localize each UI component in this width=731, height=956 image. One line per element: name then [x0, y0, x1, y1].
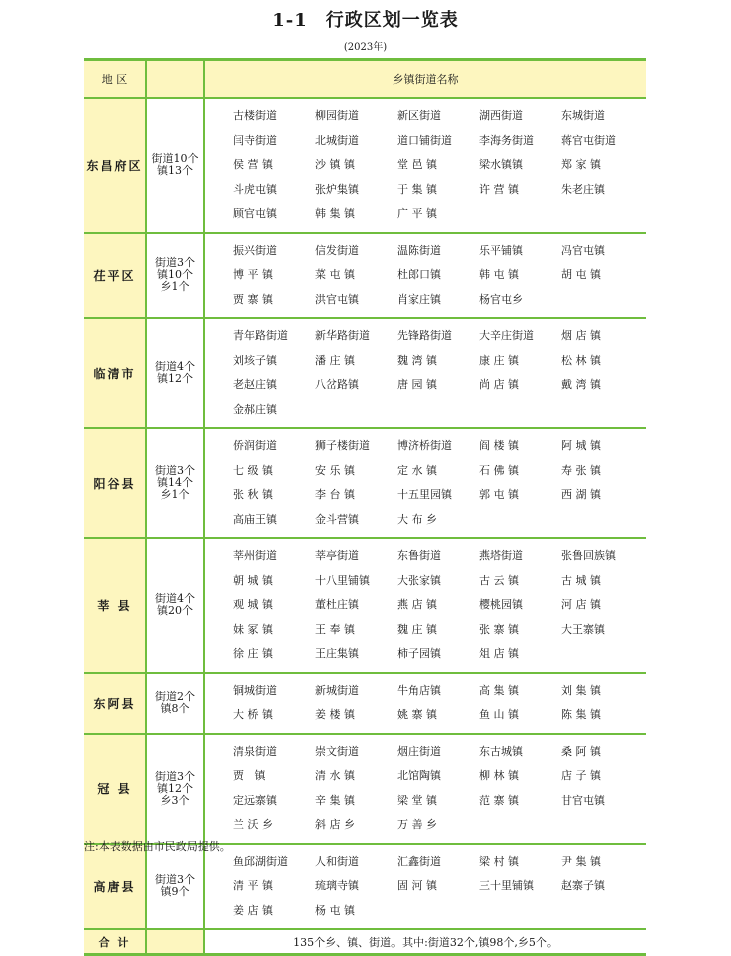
- region-name: 高唐县: [84, 844, 146, 930]
- unit-name: 菜 屯 镇: [315, 268, 355, 281]
- unit-grid: [205, 735, 646, 843]
- unit-name: 清泉街道: [233, 744, 277, 758]
- header-region: 地 区: [84, 60, 146, 99]
- total-label: 合 计: [84, 929, 146, 955]
- region-row: [84, 233, 646, 319]
- unit-name: 柿子园镇: [397, 647, 441, 660]
- total-text: 135个乡、镇、街道。其中:街道32个,镇98个,乡5个。: [204, 929, 646, 955]
- footnote: 注:本表数据由市民政局提供。: [84, 840, 231, 853]
- unit-name: 梁水镇镇: [479, 158, 523, 171]
- header-count: [146, 60, 204, 99]
- unit-name: 阎 楼 镇: [479, 439, 519, 452]
- total-spacer: [146, 929, 204, 955]
- unit-name: 韩 集 镇: [315, 207, 355, 220]
- unit-name: 振兴街道: [233, 243, 277, 257]
- region-row: [84, 98, 646, 233]
- unit-name: 侯 营 镇: [233, 158, 273, 171]
- unit-name: 观 城 镇: [233, 598, 273, 611]
- region-name: 东昌府区: [84, 98, 146, 233]
- unit-name: 松 林 镇: [561, 353, 601, 367]
- unit-name: 金郝庄镇: [233, 402, 277, 416]
- unit-name: 寿 张 镇: [561, 463, 601, 477]
- unit-name: 东城街道: [561, 109, 605, 122]
- unit-name: 鱼 山 镇: [479, 708, 519, 721]
- unit-name: 琉璃寺镇: [315, 879, 359, 892]
- unit-name: 燕 店 镇: [397, 598, 437, 611]
- unit-name: 朱老庄镇: [561, 182, 605, 196]
- unit-name: 魏 庄 镇: [397, 622, 437, 636]
- unit-name: 杜郎口镇: [397, 268, 441, 281]
- unit-name: 安 乐 镇: [315, 463, 355, 477]
- unit-name: 河 店 镇: [561, 598, 601, 611]
- unit-name: 古 城 镇: [561, 573, 601, 587]
- region-count: 街道2个 镇8个: [146, 673, 204, 734]
- unit-name: 大 桥 镇: [233, 708, 273, 721]
- unit-name: 桑 阿 镇: [561, 744, 601, 758]
- unit-name: 戴 湾 镇: [561, 378, 601, 391]
- unit-name: 尹 集 镇: [561, 854, 601, 868]
- unit-grid: [205, 674, 646, 733]
- unit-name: 潘 庄 镇: [315, 353, 355, 367]
- unit-name: 万 善 乡: [397, 818, 437, 831]
- unit-name: 青年路街道: [233, 329, 288, 342]
- region-row: [84, 734, 646, 844]
- unit-name: 八岔路镇: [315, 378, 359, 391]
- unit-name: 姜 楼 镇: [315, 708, 355, 721]
- unit-grid: [205, 319, 646, 427]
- unit-name: 郑 家 镇: [561, 158, 601, 171]
- unit-name: 先锋路街道: [397, 329, 452, 342]
- region-row: [84, 844, 646, 930]
- unit-name: 阿 城 镇: [561, 439, 601, 452]
- unit-name: 古 云 镇: [479, 573, 519, 587]
- unit-name: 贾 镇: [233, 769, 266, 782]
- unit-name: 鱼邱湖街道: [233, 854, 288, 868]
- unit-name: 高庙王镇: [233, 512, 277, 526]
- region-name: 东阿县: [84, 673, 146, 734]
- region-count: 街道3个 镇14个 乡1个: [146, 428, 204, 538]
- unit-name: 金斗营镇: [315, 512, 359, 526]
- unit-name: 许 营 镇: [479, 182, 519, 196]
- unit-name: 徐 庄 镇: [233, 647, 273, 660]
- unit-name: 湖西街道: [479, 109, 523, 122]
- unit-name: 古楼街道: [233, 109, 277, 122]
- division-table: [84, 58, 646, 956]
- unit-name: 信发街道: [315, 243, 359, 257]
- title-text: 行政区划一览表: [325, 10, 459, 31]
- region-units: [204, 318, 646, 428]
- unit-name: 牛角店镇: [397, 683, 441, 697]
- unit-name: 博济桥街道: [397, 439, 452, 452]
- unit-name: 董杜庄镇: [315, 598, 359, 611]
- unit-name: 乐平铺镇: [479, 243, 523, 257]
- region-name: 茌平区: [84, 233, 146, 319]
- unit-grid: [205, 539, 646, 672]
- unit-name: 斜 店 乡: [315, 818, 355, 831]
- unit-grid: [205, 234, 646, 318]
- unit-name: 于 集 镇: [397, 182, 437, 196]
- total-row: [84, 929, 646, 955]
- region-name: 莘 县: [84, 538, 146, 673]
- page-title: [0, 6, 731, 32]
- unit-grid: [205, 845, 646, 929]
- region-row: [84, 538, 646, 673]
- unit-name: 李 台 镇: [315, 488, 355, 501]
- unit-name: 兰 沃 乡: [233, 818, 273, 831]
- region-name: 阳谷县: [84, 428, 146, 538]
- unit-name: 侨润街道: [233, 439, 277, 452]
- unit-name: 狮子楼街道: [315, 439, 370, 452]
- unit-name: 七 级 镇: [233, 463, 273, 477]
- unit-name: 朝 城 镇: [233, 573, 273, 587]
- unit-name: 范 寨 镇: [479, 793, 519, 807]
- unit-name: 妹 冢 镇: [233, 622, 273, 636]
- unit-name: 高 集 镇: [479, 683, 519, 697]
- unit-name: 大辛庄街道: [479, 329, 534, 342]
- unit-name: 张炉集镇: [315, 182, 359, 196]
- unit-name: 清 平 镇: [233, 879, 273, 892]
- unit-name: 大王寨镇: [561, 622, 605, 636]
- unit-grid: [205, 429, 646, 537]
- unit-name: 杨 屯 镇: [315, 903, 355, 917]
- unit-name: 赵寨子镇: [561, 879, 605, 892]
- unit-name: 冯官屯镇: [561, 243, 605, 257]
- region-units: [204, 844, 646, 930]
- region-count: 街道4个 镇20个: [146, 538, 204, 673]
- unit-name: 店 子 镇: [561, 769, 601, 782]
- region-units: [204, 233, 646, 319]
- region-units: [204, 538, 646, 673]
- unit-grid: [205, 99, 646, 232]
- unit-name: 辛 集 镇: [315, 793, 355, 807]
- unit-name: 三十里铺镇: [479, 879, 534, 892]
- unit-name: 唐 园 镇: [397, 378, 437, 391]
- unit-name: 堂 邑 镇: [397, 158, 437, 171]
- unit-name: 新城街道: [315, 683, 359, 697]
- unit-name: 烟庄街道: [397, 744, 441, 758]
- region-count: 街道3个 镇10个 乡1个: [146, 233, 204, 319]
- unit-name: 张 秋 镇: [233, 488, 273, 501]
- unit-name: 烟 店 镇: [561, 329, 601, 342]
- unit-name: 王庄集镇: [315, 647, 359, 660]
- region-units: [204, 734, 646, 844]
- unit-name: 康 庄 镇: [479, 353, 519, 367]
- unit-name: 洪官屯镇: [315, 292, 359, 306]
- unit-name: 北城街道: [315, 133, 359, 147]
- unit-name: 大张家镇: [397, 573, 441, 587]
- unit-name: 杨官屯乡: [479, 292, 523, 306]
- unit-name: 沙 镇 镇: [315, 158, 355, 171]
- region-row: [84, 673, 646, 734]
- unit-name: 固 河 镇: [397, 879, 437, 892]
- unit-name: 尚 店 镇: [479, 378, 519, 391]
- unit-name: 姜 店 镇: [233, 903, 273, 917]
- region-count: 街道3个 镇12个 乡3个: [146, 734, 204, 844]
- unit-name: 铜城街道: [233, 683, 277, 697]
- unit-name: 郭 屯 镇: [479, 488, 519, 501]
- unit-name: 樱桃园镇: [479, 598, 523, 611]
- unit-name: 道口铺街道: [397, 133, 452, 147]
- unit-name: 柳 林 镇: [479, 769, 519, 782]
- unit-name: 肖家庄镇: [397, 292, 441, 306]
- unit-name: 张 寨 镇: [479, 622, 519, 636]
- unit-name: 胡 屯 镇: [561, 268, 601, 281]
- unit-name: 姚 寨 镇: [397, 708, 437, 721]
- unit-name: 大 布 乡: [397, 512, 437, 526]
- region-row: [84, 428, 646, 538]
- unit-name: 老赵庄镇: [233, 378, 277, 391]
- region-units: [204, 428, 646, 538]
- unit-name: 清 水 镇: [315, 769, 355, 782]
- unit-name: 崇文街道: [315, 744, 359, 758]
- region-count: 街道3个 镇9个: [146, 844, 204, 930]
- unit-name: 刘垓子镇: [233, 353, 277, 367]
- unit-name: 新华路街道: [315, 329, 370, 342]
- unit-name: 李海务街道: [479, 133, 534, 147]
- unit-name: 莘州街道: [233, 549, 277, 562]
- unit-name: 蒋官屯街道: [561, 133, 616, 147]
- unit-name: 十八里铺镇: [315, 573, 370, 587]
- unit-name: 梁 堂 镇: [397, 793, 437, 807]
- year-label: (2023年): [343, 42, 388, 53]
- header-units: 乡镇街道名称: [204, 60, 646, 99]
- unit-name: 闫寺街道: [233, 133, 277, 147]
- unit-name: 王 奉 镇: [315, 622, 355, 636]
- region-count: 街道10个 镇13个: [146, 98, 204, 233]
- unit-name: 北馆陶镇: [397, 769, 441, 782]
- region-name: 冠 县: [84, 734, 146, 844]
- unit-name: 东鲁街道: [397, 549, 441, 562]
- unit-name: 汇鑫街道: [397, 854, 441, 868]
- unit-name: 十五里园镇: [397, 488, 452, 501]
- unit-name: 甘官屯镇: [561, 793, 605, 807]
- unit-name: 韩 屯 镇: [479, 268, 519, 281]
- unit-name: 西 湖 镇: [561, 488, 601, 501]
- region-units: [204, 673, 646, 734]
- unit-name: 广 平 镇: [397, 207, 437, 220]
- unit-name: 新区街道: [397, 109, 441, 122]
- unit-name: 定 水 镇: [397, 463, 437, 477]
- unit-name: 贾 寨 镇: [233, 292, 273, 306]
- table-header-row: [84, 60, 646, 99]
- unit-name: 顾官屯镇: [233, 207, 277, 220]
- unit-name: 魏 湾 镇: [397, 353, 437, 367]
- unit-name: 莘亭街道: [315, 549, 359, 562]
- unit-name: 柳园街道: [315, 109, 359, 122]
- unit-name: 俎 店 镇: [479, 647, 519, 660]
- unit-name: 温陈街道: [397, 243, 441, 257]
- unit-name: 张鲁回族镇: [561, 549, 616, 562]
- unit-name: 东古城镇: [479, 744, 523, 758]
- unit-name: 石 佛 镇: [479, 463, 519, 477]
- region-units: [204, 98, 646, 233]
- region-name: 临清市: [84, 318, 146, 428]
- unit-name: 斗虎屯镇: [233, 182, 277, 196]
- unit-name: 刘 集 镇: [561, 683, 601, 697]
- title-number: 1-1: [272, 10, 308, 31]
- region-count: 街道4个 镇12个: [146, 318, 204, 428]
- unit-name: 陈 集 镇: [561, 708, 601, 721]
- unit-name: 定远寨镇: [233, 793, 277, 807]
- unit-name: 燕塔街道: [479, 549, 523, 562]
- region-row: [84, 318, 646, 428]
- unit-name: 人和街道: [315, 854, 359, 868]
- unit-name: 博 平 镇: [233, 268, 273, 281]
- unit-name: 梁 村 镇: [479, 854, 519, 868]
